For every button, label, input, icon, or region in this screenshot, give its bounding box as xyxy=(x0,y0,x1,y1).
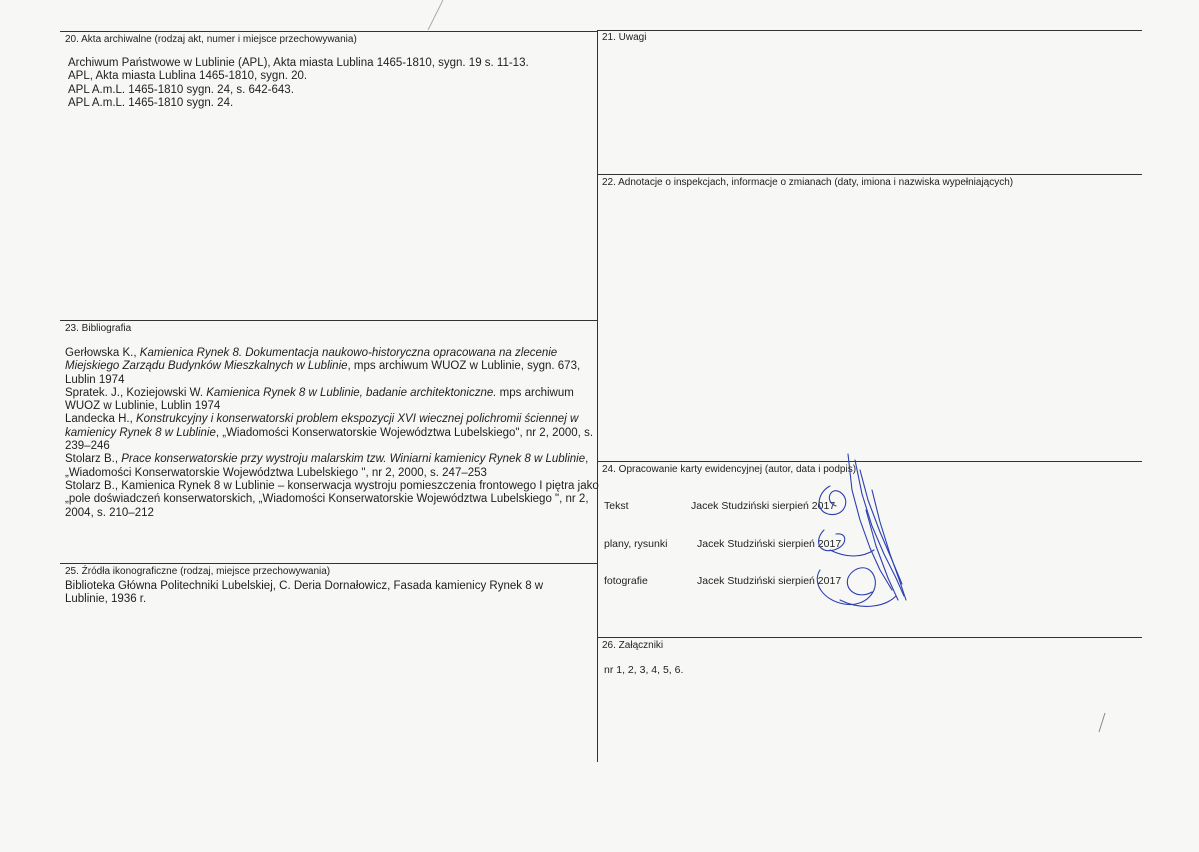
archives-line: Archiwum Państwowe w Lublinie (APL), Akta miasta Lublina 1465-1810, sygn. 19 s. 11-13. xyxy=(68,57,529,69)
iconography-line: Lublinie, 1936 r. xyxy=(65,593,147,606)
card-row-value: Jacek Studziński sierpień 2017 xyxy=(697,575,842,587)
rule-attachments xyxy=(597,637,1142,638)
card-row-kind: fotografie xyxy=(604,575,648,587)
entry-rest: , „Wiadomości Konserwatorskie Województwa Lubelskiego", nr 2, 2000, s. 239–246 xyxy=(65,426,594,453)
entry-title: Konstrukcyjny i konserwatorski problem ekspozycji XVI wiecznej polichromii ściennej w kamienicy Rynek 8 w Lublinie xyxy=(65,413,579,439)
entry-author: Stolarz B., xyxy=(65,453,122,466)
entry-author: Landecka H., xyxy=(65,413,136,426)
card-row-kind: Tekst xyxy=(604,500,629,512)
rule-bibliography xyxy=(60,320,597,321)
scan-mark-bottom xyxy=(1096,712,1108,734)
entry-rest: mps archiwum WUOZ w Lublinie, Lublin 1974 xyxy=(65,386,574,413)
bibliography-entry xyxy=(65,347,600,387)
archives-text xyxy=(68,57,529,110)
archives-line: APL A.m.L. 1465-1810 sygn. 24, s. 642-643. xyxy=(68,83,294,96)
iconography-label: 25. Źródła ikonograficzne (rodzaj, miejsce przechowywania) xyxy=(65,566,331,577)
archives-label: 20. Akta archiwalne (rodzaj akt, numer i miejsce przechowywania) xyxy=(65,34,357,45)
iconography-line: Biblioteka Główna Politechniki Lubelskiej, C. Deria Dornałowicz, Fasada kamienicy Rynek 8 w xyxy=(65,580,544,592)
scan-mark-top xyxy=(425,0,445,32)
bibliography-entry xyxy=(65,480,600,520)
top-rule-left xyxy=(60,31,597,32)
entry-rest: , „Wiadomości Konserwatorskie Województwa Lubelskiego ", nr 2, 2000, s. 247–253 xyxy=(65,453,589,479)
entry-title: Kamienica Rynek 8. Dokumentacja naukowo-historyczna opracowana na zlecenie Miejskiego Zarządu Budynków Mieszkalnych w Lublinie xyxy=(65,347,558,373)
entry-author: Gerłowska K., xyxy=(65,347,140,359)
card-label: 24. Opracowanie karty ewidencyjnej (autor, data i podpis) xyxy=(602,464,857,475)
entry-rest: , mps archiwum WUOZ w Lublinie, sygn. 673, Lublin 1974 xyxy=(65,360,581,386)
entry-title: Prace konserwatorskie przy wystroju malarskim tzw. Winiarni kamienicy Rynek 8 w Lublinie xyxy=(121,453,586,466)
rule-iconography xyxy=(60,563,597,564)
entry-title: Kamienica Rynek 8 w Lublinie, badanie architektoniczne. xyxy=(206,386,497,399)
card-row-kind: plany, rysunki xyxy=(604,538,668,550)
inspections-label: 22. Adnotacje o inspekcjach, informacje o zmianach (daty, imiona i nazwiska wypełniających) xyxy=(602,177,1014,188)
entry-rest: Kamienica Rynek 8 w Lublinie – konserwacja wystroju pomieszczenia frontowego I piętra jako „pole doświadczeń konserwatorskich, „Wiadomości Konserwatorskie Województwa Lubelskiego ", nr 2, 2004, s. 210–212 xyxy=(65,479,599,519)
attachments-value: nr 1, 2, 3, 4, 5, 6. xyxy=(604,664,684,676)
rule-inspections xyxy=(597,174,1142,175)
entry-author: Spratek. J., Koziejowski W. xyxy=(65,386,207,399)
handwritten-signature xyxy=(800,450,920,620)
card-row-value: Jacek Studziński sierpień 2017 xyxy=(691,500,836,512)
bibliography-entry xyxy=(65,387,600,414)
bibliography-entry xyxy=(65,453,600,480)
entry-author: Stolarz B., xyxy=(65,479,122,492)
attachments-label: 26. Załączniki xyxy=(602,640,664,651)
archives-line: APL, Akta miasta Lublina 1465-1810, sygn. 20. xyxy=(68,70,308,83)
top-rule-right xyxy=(597,30,1142,31)
bibliography-entry xyxy=(65,413,600,453)
remarks-label: 21. Uwagi xyxy=(602,32,647,43)
iconography-text xyxy=(65,580,543,607)
archives-line: APL A.m.L. 1465-1810 sygn. 24. xyxy=(68,96,234,109)
bibliography-label: 23. Bibliografia xyxy=(65,323,132,334)
card-row-value: Jacek Studziński sierpień 2017 xyxy=(697,538,842,550)
bibliography-list xyxy=(65,347,600,520)
